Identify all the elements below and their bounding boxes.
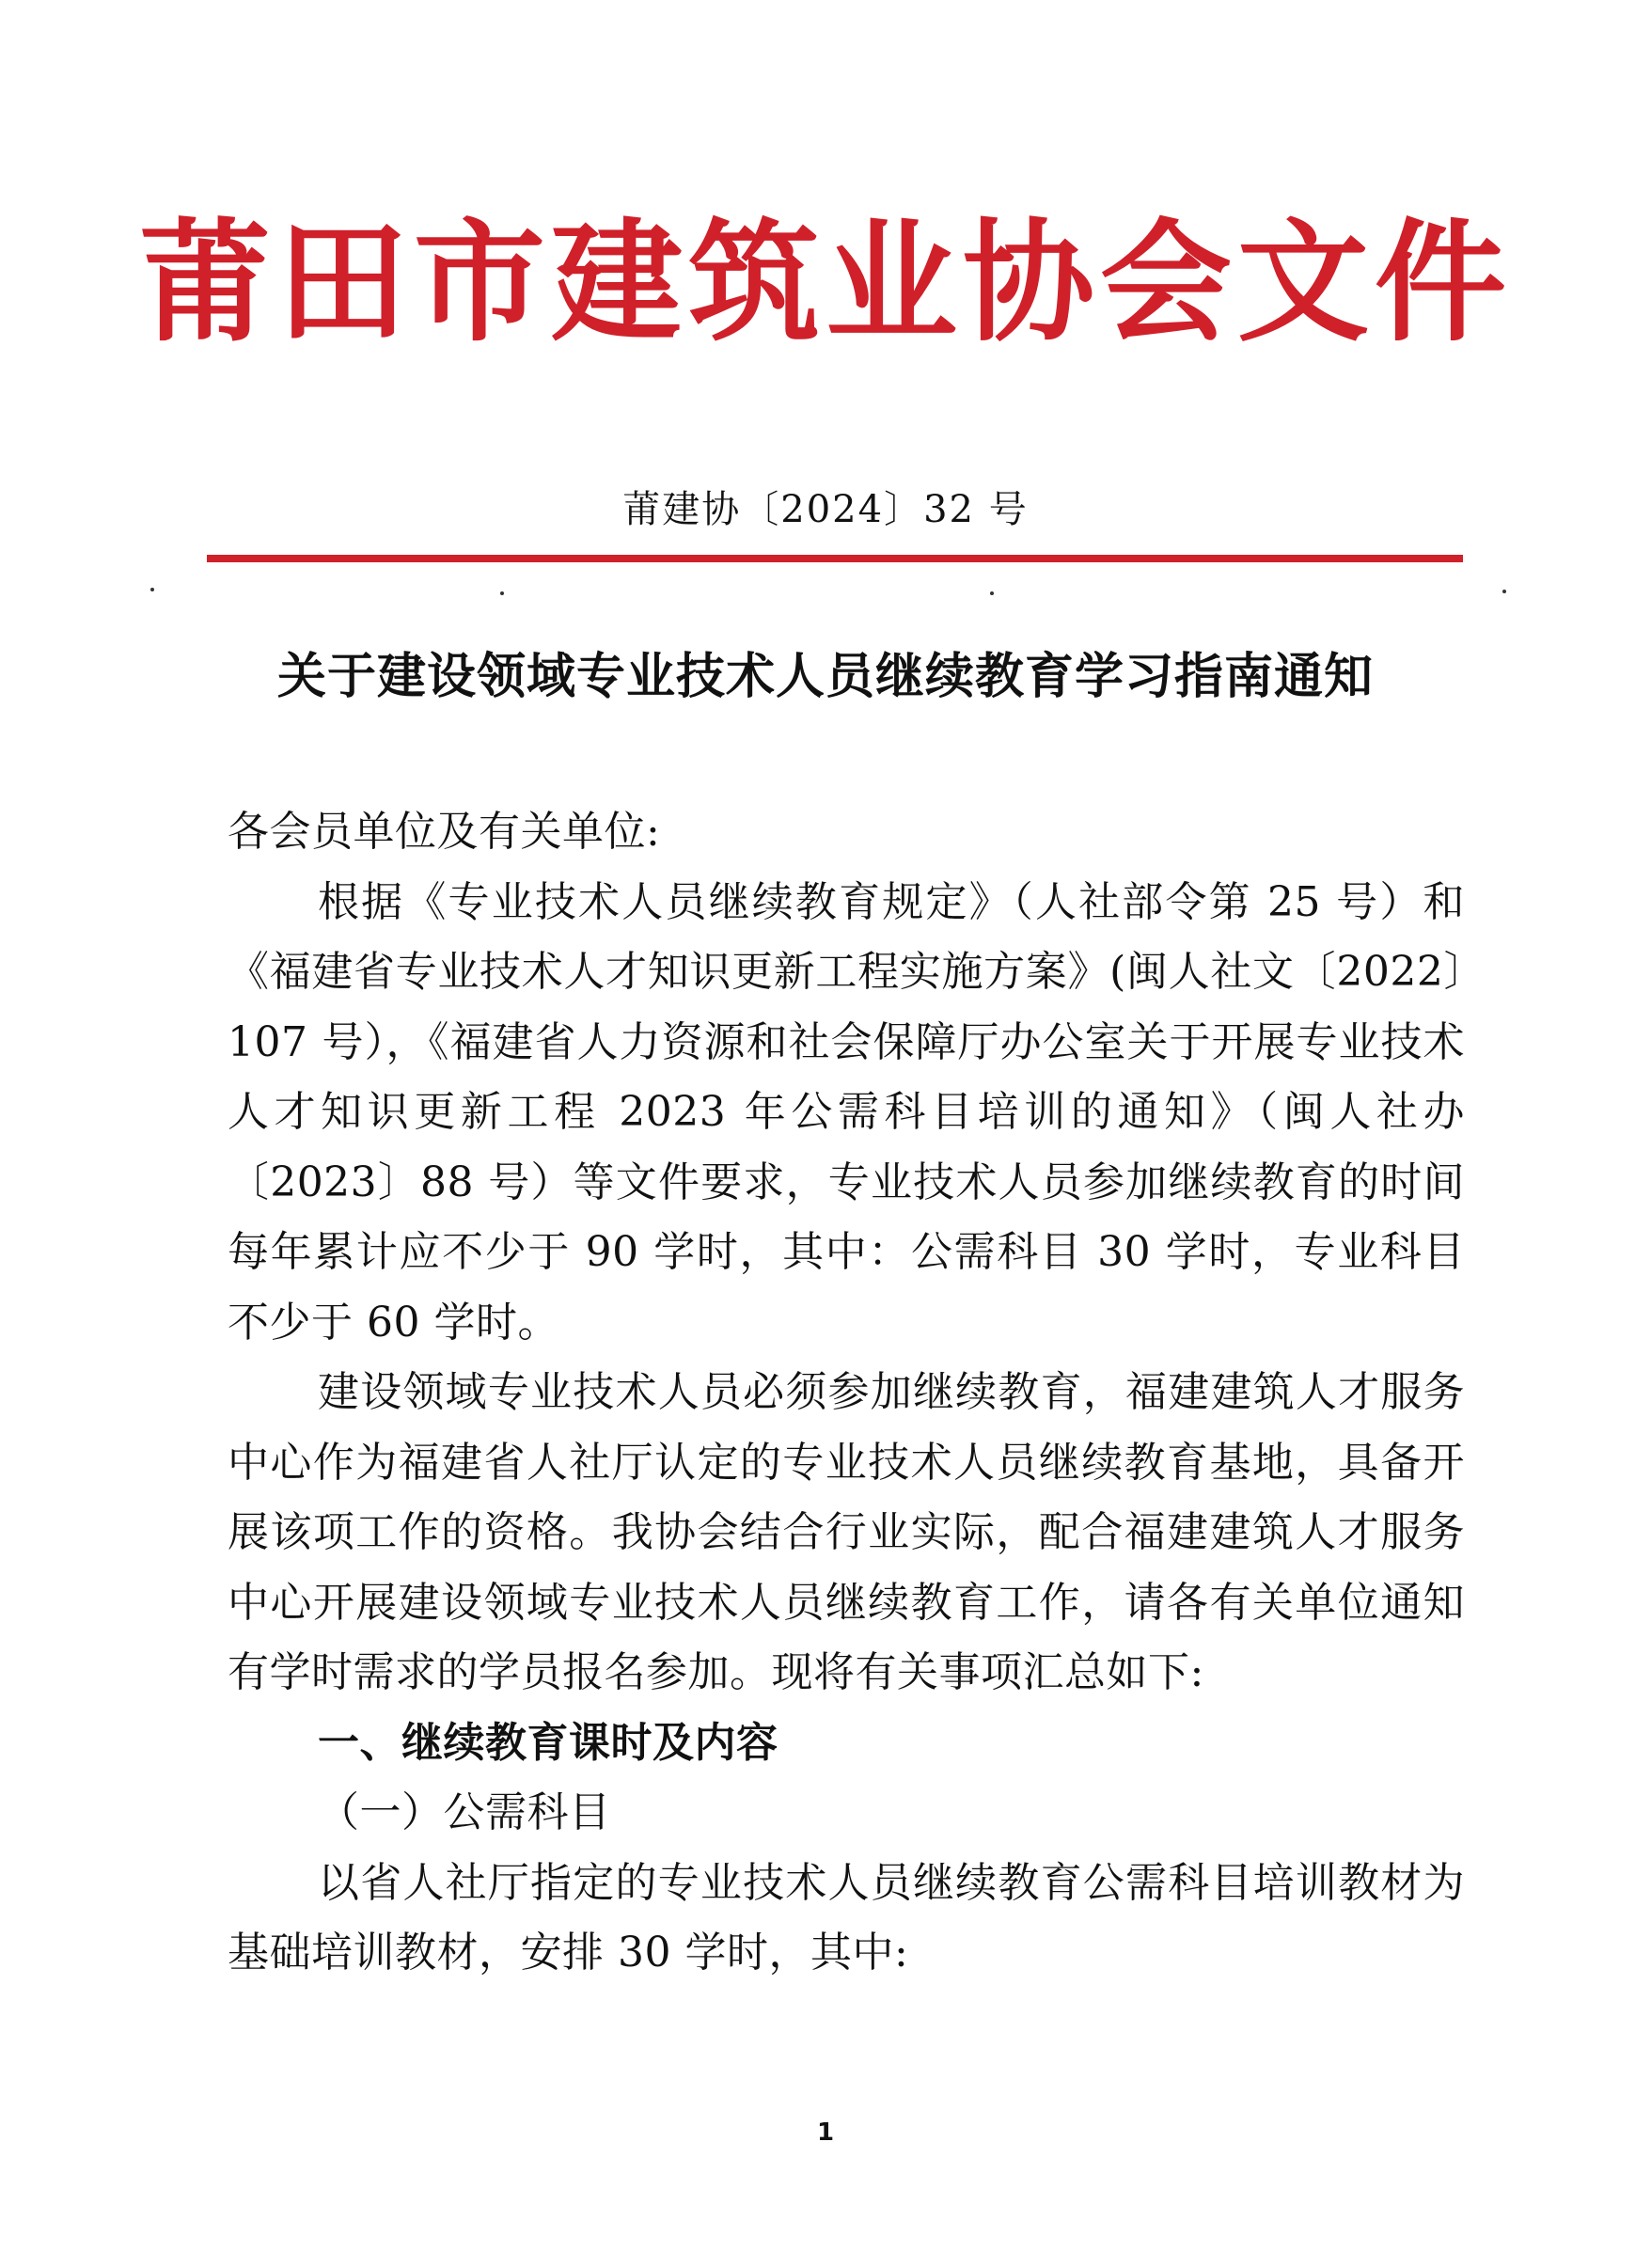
- section-heading: 一、继续教育课时及内容: [318, 1718, 778, 1767]
- scan-speck: [1502, 590, 1506, 593]
- scan-speck: [150, 588, 154, 591]
- body-paragraph: 以省人社厅指定的专业技术人员继续教育公需科目培训教材为基础培训教材，安排 30 学时，其中:: [228, 1858, 1465, 1977]
- body-paragraph: 建设领域专业技术人员必须参加继续教育，福建建筑人才服务中心作为福建省人社厅认定的专业技术人员继续教育基地，具备开展该项工作的资格。我协会结合行业实际，配合福建建筑人才服务中心开展建设领域专业技术人员继续教育工作，请各有关单位通知有学时需求的学员报名参加。现将有关事项汇总如下:: [228, 1368, 1465, 1696]
- header-divider: [207, 555, 1463, 562]
- scan-speck: [990, 591, 994, 595]
- body-paragraph: 根据《专业技术人员继续教育规定》（人社部令第 25 号）和《福建省专业技术人才知识更新工程实施方案》(闽人社文〔2022〕107 号），《福建省人力资源和社会保障厅办公室关于开展专业技术人才知识更新工程 2023 年公需科目培训的通知》（闽人社办〔2023〕88 号）等文件要求，专业技术人员参加继续教育的时间每年累计应不少于 90 学时，其中：公需科目 30 学时，专业科目不少于 60 学时。: [228, 877, 1465, 1347]
- document-body: [228, 797, 1465, 1989]
- salutation: 各会员单位及有关单位:: [228, 808, 661, 856]
- notice-title: 关于建设领域专业技术人员继续教育学习指南通知: [276, 649, 1374, 705]
- scan-speck: [500, 591, 504, 595]
- header-title: 莆田市建筑业协会文件: [138, 207, 1512, 360]
- subsection-heading: （一）公需科目: [318, 1788, 611, 1836]
- page-number: 1: [816, 2118, 835, 2147]
- document-number: 莆建协〔2024〕32 号: [622, 488, 1029, 531]
